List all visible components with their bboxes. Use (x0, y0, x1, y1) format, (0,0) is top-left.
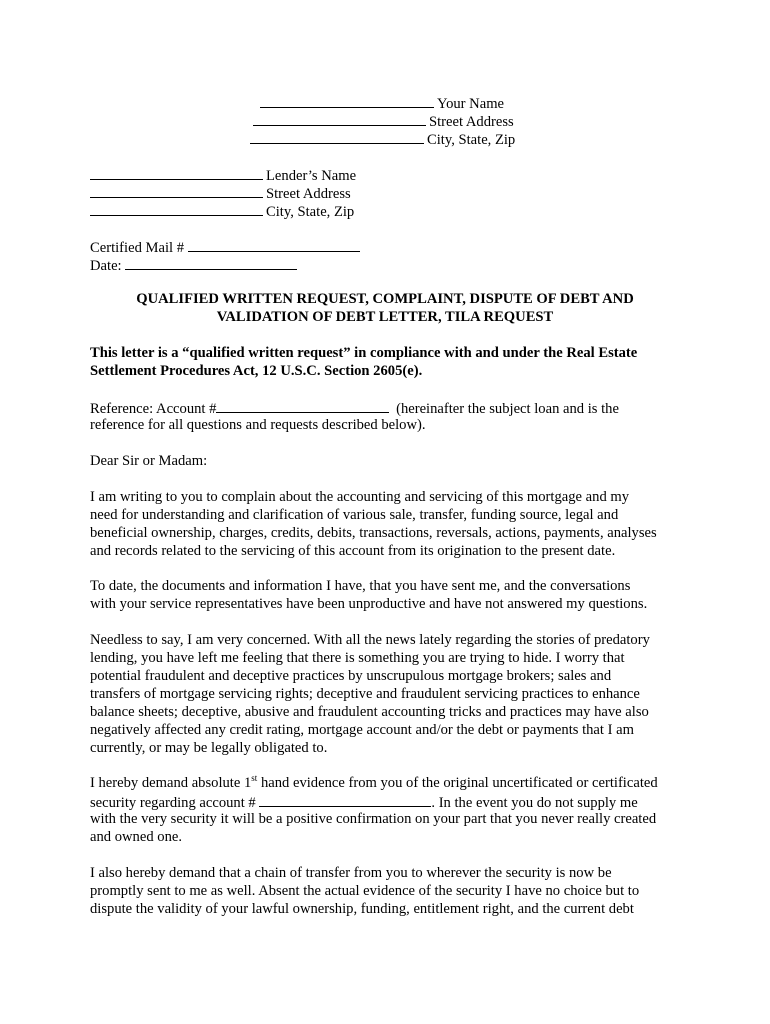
sender-name-blank[interactable] (260, 93, 434, 108)
lender-street-line (90, 183, 351, 203)
para4-line1-start: I hereby demand absolute 1 (90, 775, 252, 791)
salutation: Dear Sir or Madam: (90, 453, 208, 469)
para3-line: lending, you have left me feeling that there is something you are trying to hide. I worry that (90, 650, 625, 666)
sender-city-line (250, 129, 515, 149)
para1-line: beneficial ownership, charges, credits, debits, transactions, reversals, actions, payments, analyses (90, 525, 657, 541)
intro-line1: This letter is a “qualified written request” in compliance with and under the Real Estate (90, 345, 638, 361)
lender-city-blank[interactable] (90, 201, 263, 216)
sender-name-label: Your Name (437, 96, 505, 112)
sender-city-blank[interactable] (250, 129, 424, 144)
para5-line: I also hereby demand that a chain of transfer from you to wherever the security is now be (90, 865, 612, 881)
para1-line: I am writing to you to complain about the accounting and servicing of this mortgage and my (90, 489, 630, 505)
para3-line: negatively affected any credit rating, mortgage account and/or the debt or payments that I am (90, 722, 634, 738)
para4-line1-end: hand evidence from you of the original uncertificated or certificated (257, 775, 658, 791)
para4-line1 (90, 774, 658, 792)
lender-name-line (90, 165, 356, 185)
intro-line2: Settlement Procedures Act, 12 U.S.C. Section 2605(e). (90, 363, 423, 379)
date-label: Date: (90, 258, 122, 274)
para3-line: currently, or may be legally obligated to. (90, 740, 328, 756)
para5-line: promptly sent to me as well. Absent the actual evidence of the security I have no choice but to (90, 883, 640, 899)
para4-line4: and owned one. (90, 829, 182, 845)
para2-line: with your service representatives have been unproductive and have not answered my questions. (90, 596, 648, 612)
para5-line: dispute the validity of your lawful ownership, funding, entitlement right, and the current debt (90, 901, 634, 917)
sender-street-label: Street Address (429, 114, 514, 130)
letter-title-line1: QUALIFIED WRITTEN REQUEST, COMPLAINT, DISPUTE OF DEBT AND (136, 291, 634, 307)
para3-line: balance sheets; deceptive, abusive and fraudulent accounting tricks and practices may have also (90, 704, 649, 720)
para3-line: Needless to say, I am very concerned. With all the news lately regarding the stories of predatory (90, 632, 650, 648)
account-number-blank[interactable] (216, 398, 389, 413)
sender-street-line (253, 111, 514, 131)
date-blank[interactable] (125, 255, 297, 270)
reference-line2: reference for all questions and requests described below). (90, 417, 426, 433)
letter-title-line2: VALIDATION OF DEBT LETTER, TILA REQUEST (216, 309, 554, 325)
date-line (90, 255, 300, 275)
sender-name-line (260, 93, 504, 113)
para1-line: and records related to the servicing of this account from its origination to the present date. (90, 543, 616, 559)
lender-street-blank[interactable] (90, 183, 263, 198)
lender-city-line (90, 201, 354, 221)
sender-city-label: City, State, Zip (427, 132, 516, 148)
para4-line2-start: security regarding account # (90, 795, 256, 811)
para1-line: need for understanding and clarification of various sale, transfer, funding source, legal and (90, 507, 619, 523)
para4-line3: with the very security it will be a positive confirmation on your part that you never really created (90, 811, 657, 827)
para3-line: transfers of mortgage servicing rights; deceptive and fraudulent servicing practices to enhance (90, 686, 640, 702)
security-account-blank[interactable] (259, 792, 431, 807)
reference-suffix: (hereinafter the subject loan and is the (396, 401, 619, 417)
lender-name-blank[interactable] (90, 165, 263, 180)
reference-line (90, 398, 619, 418)
certified-mail-blank[interactable] (188, 237, 360, 252)
lender-street-label: Street Address (266, 186, 351, 202)
reference-prefix: Reference: Account # (90, 401, 217, 417)
para2-line: To date, the documents and information I have, that you have sent me, and the conversations (90, 578, 631, 594)
para4-line2-end: . In the event you do not supply me (431, 795, 638, 811)
para4-line2 (90, 792, 638, 812)
sender-street-blank[interactable] (253, 111, 426, 126)
lender-city-label: City, State, Zip (266, 204, 355, 220)
lender-name-label: Lender’s Name (266, 168, 357, 184)
certified-mail-line (90, 237, 363, 257)
ordinal-suffix: st (251, 773, 258, 784)
para3-line: potential fraudulent and deceptive practices by unscrupulous mortgage brokers; sales and (90, 668, 612, 684)
certified-mail-label: Certified Mail # (90, 240, 185, 256)
